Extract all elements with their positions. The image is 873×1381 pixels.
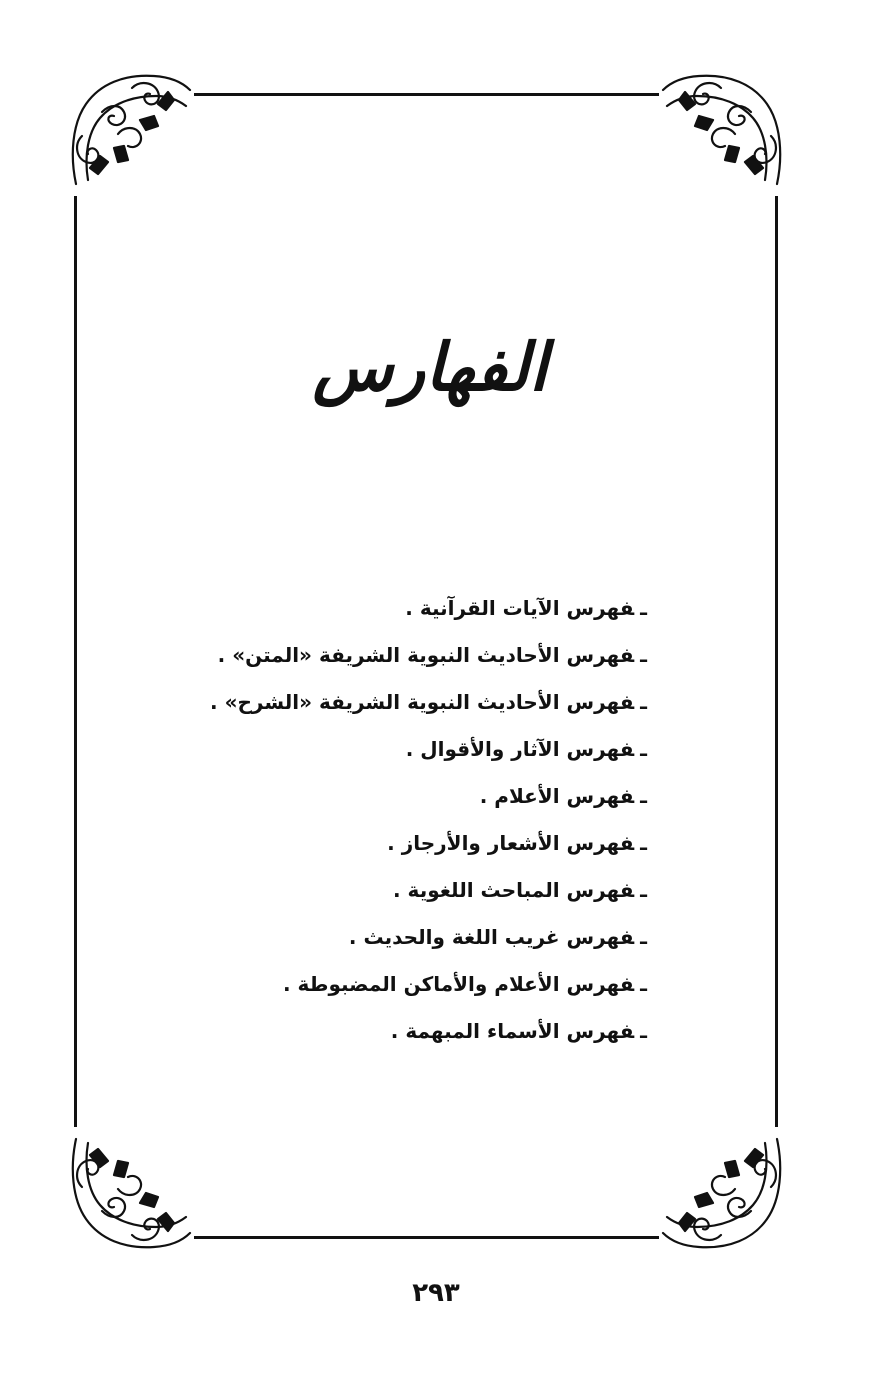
- index-item-label: فهرس الأعلام والأماكن المضبوطة .: [282, 972, 635, 996]
- index-item-mubham: [227, 1008, 647, 1055]
- index-item-athar: [227, 726, 647, 773]
- list-dash: ـ: [640, 878, 647, 902]
- index-item-label: فهرس المباحث اللغوية .: [393, 878, 635, 902]
- list-dash: ـ: [640, 596, 647, 620]
- list-dash: ـ: [640, 972, 647, 996]
- corner-ornament-bottom-right-icon: [659, 1127, 791, 1259]
- list-dash: ـ: [640, 831, 647, 855]
- list-dash: ـ: [640, 737, 647, 761]
- list-dash: ـ: [640, 784, 647, 808]
- index-item-places: [227, 961, 647, 1008]
- index-item-hadith-matn: [217, 632, 647, 679]
- corner-ornament-top-left-icon: [62, 64, 194, 196]
- index-item-gharib: [227, 914, 647, 961]
- index-list: [210, 585, 647, 1055]
- index-item-poetry: [227, 820, 647, 867]
- page-title: الفهارس: [312, 328, 548, 407]
- list-dash: ـ: [640, 690, 647, 714]
- page-number: ٢٩٣: [412, 1278, 460, 1308]
- list-dash: ـ: [640, 1019, 647, 1043]
- index-item-label: فهرس الأسماء المبهمة .: [390, 1019, 635, 1043]
- index-item-label: فهرس الأشعار والأرجاز .: [387, 831, 635, 855]
- index-item-label: فهرس الأحاديث النبوية الشريفة «الشرح» .: [210, 690, 635, 714]
- index-item-linguistic: [227, 867, 647, 914]
- list-dash: ـ: [640, 925, 647, 949]
- list-dash: ـ: [640, 643, 647, 667]
- index-item-hadith-sharh: [210, 679, 647, 726]
- index-item-label: فهرس الآثار والأقوال .: [405, 737, 635, 761]
- index-item-alam: [227, 773, 647, 820]
- index-item-label: فهرس غريب اللغة والحديث .: [348, 925, 635, 949]
- index-item-label: فهرس الآيات القرآنية .: [405, 596, 635, 620]
- index-item-label: فهرس الأحاديث النبوية الشريفة «المتن» .: [217, 643, 635, 667]
- index-item-label: فهرس الأعلام .: [479, 784, 635, 808]
- index-item-quran-verses: [227, 585, 647, 632]
- corner-ornament-bottom-left-icon: [62, 1127, 194, 1259]
- corner-ornament-top-right-icon: [659, 64, 791, 196]
